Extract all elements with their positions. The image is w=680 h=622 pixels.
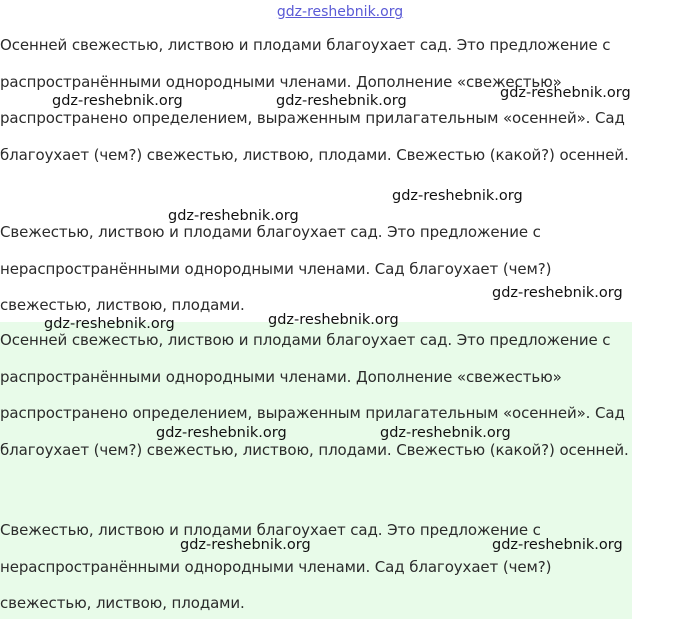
paragraph-3: Осенней свежестью, листвою и плодами благоухает сад. Это предложение с распространёнными однородными членами. Дополнение «свежестью» распространено определением, выраженным прилагательным «осенней». Сад благоухает (чем?) свежестью, листвою, плодами. Свежестью (какой?) осенней. — [0, 331, 629, 459]
watermark: gdz-reshebnik.org — [492, 537, 623, 553]
watermark: gdz-reshebnik.org — [168, 208, 299, 224]
site-link[interactable]: gdz-reshebnik.org — [276, 4, 404, 20]
watermark: gdz-reshebnik.org — [380, 425, 511, 441]
watermark: gdz-reshebnik.org — [492, 285, 623, 301]
watermark: gdz-reshebnik.org — [268, 312, 399, 328]
watermark: gdz-reshebnik.org — [180, 537, 311, 553]
watermark: gdz-reshebnik.org — [500, 85, 631, 101]
paragraph-1: Осенней свежестью, листвою и плодами благоухает сад. Это предложение с распространёнными однородными членами. Дополнение «свежестью» распространено определением, выраженным прилагательным «осенней». Сад благоухает (чем?) свежестью, листвою, плодами. Свежестью (какой?) осенней. — [0, 36, 629, 164]
paragraph-2: Свежестью, листвою и плодами благоухает сад. Это предложение с нераспространёнными однородными членами. Сад благоухает (чем?) свежестью, листвою, плодами. — [0, 223, 552, 314]
paragraph-4: Свежестью, листвою и плодами благоухает сад. Это предложение с нераспространёнными однородными членами. Сад благоухает (чем?) свежестью, листвою, плодами. — [0, 521, 552, 612]
watermark: gdz-reshebnik.org — [52, 93, 183, 109]
site-header — [0, 0, 680, 24]
watermark: gdz-reshebnik.org — [44, 316, 175, 332]
watermark: gdz-reshebnik.org — [392, 188, 523, 204]
watermark: gdz-reshebnik.org — [156, 425, 287, 441]
watermark: gdz-reshebnik.org — [276, 93, 407, 109]
